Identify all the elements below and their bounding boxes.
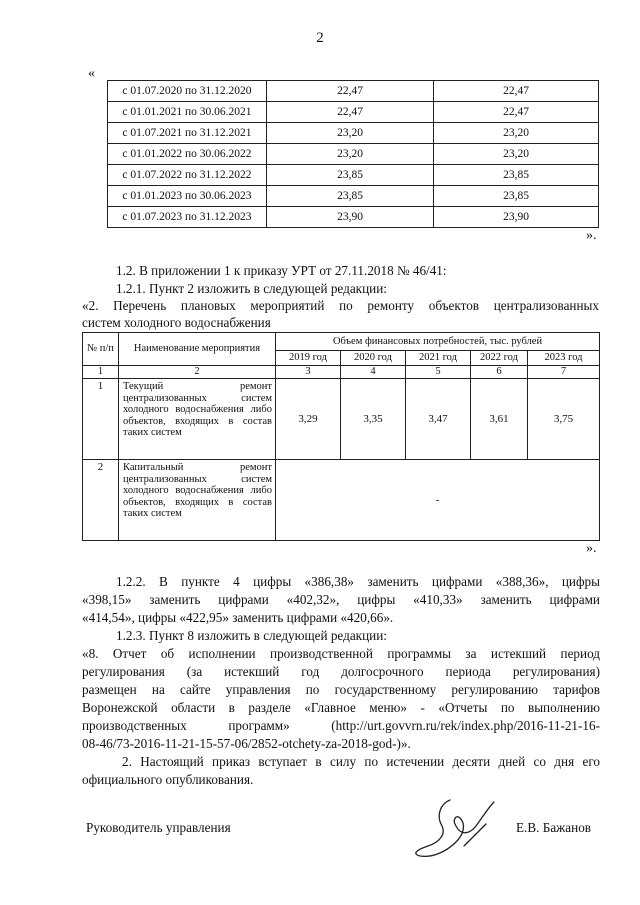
value-cell: 3,75 [528,379,600,460]
tariff-value-2: 23,85 [434,165,599,186]
activity-name: Текущий ремонт централизованных систем холодного водоснабжения либо объектов, входящих в состав таких систем [119,379,276,460]
tariff-value-1: 22,47 [267,102,434,123]
para-2-line-1: 2. Настоящий приказ вступает в силу по истечении десяти дней со дня его [122,754,600,769]
col-header-name: Наименование мероприятия [119,333,276,366]
activity-name: Капитальный ремонт централизованных систем холодного водоснабжения либо объектов, входящих в состав таких систем [119,460,276,541]
year-header: 2020 год [341,351,406,366]
tariff-quote-close: ». [586,228,597,243]
tariff-value-2: 23,90 [434,207,599,228]
tariff-row [108,144,599,165]
plan-quote-close: ». [586,541,597,556]
item-1-2-2-line-1: 1.2.2. В пункте 4 цифры «386,38» заменить цифрами «388,36», цифры [116,574,600,589]
value-cell: 3,61 [471,379,528,460]
tariff-period: с 01.07.2020 по 31.12.2020 [108,81,267,102]
tariff-period: с 01.01.2023 по 30.06.2023 [108,186,267,207]
tariff-value-1: 23,90 [267,207,434,228]
item-1-2: 1.2. В приложении 1 к приказу УРТ от 27.11.2018 № 46/41: [116,263,447,278]
para-2-line-2: официального опубликования. [82,772,254,787]
col-header-num: № п/п [83,333,119,366]
item-1-2-2-line-3: «414,54», цифры «422,95» заменить цифрами «420,66». [82,610,394,625]
handwritten-signature [406,796,502,860]
year-header: 2023 год [528,351,600,366]
year-header: 2021 год [406,351,471,366]
col-index: 1 [83,366,119,379]
item-1-2-2-line-2: «398,15» заменить цифрами «402,32», цифры «410,33» заменить цифрами [82,592,600,607]
tariff-row [108,81,599,102]
merged-value-cell: - [276,460,600,541]
col-index: 5 [406,366,471,379]
row-number: 2 [83,460,119,541]
tariff-period: с 01.07.2023 по 31.12.2023 [108,207,267,228]
plan-table [82,332,600,541]
item8-line-4: Воронежской области в разделе «Главное меню» - «Отчеты по выполнению [82,700,600,715]
tariff-row [108,123,599,144]
item8-line-3: размещен на сайте управления по государственному регулированию тарифов [82,682,600,697]
tariff-row [108,102,599,123]
tariff-value-2: 22,47 [434,81,599,102]
plan-heading-line-2: систем холодного водоснабжения [82,315,271,330]
item-1-2-1: 1.2.1. Пункт 2 изложить в следующей редакции: [116,281,387,296]
tariff-value-1: 23,20 [267,144,434,165]
signer-name: Е.В. Бажанов [516,820,592,835]
signer-title: Руководитель управления [86,820,231,835]
col-index: 4 [341,366,406,379]
row-number: 1 [83,379,119,460]
tariff-period: с 01.07.2022 по 31.12.2022 [108,165,267,186]
value-cell: 3,29 [276,379,341,460]
tariff-value-2: 22,47 [434,102,599,123]
col-index: 7 [528,366,600,379]
table-row [83,460,600,541]
tariff-value-2: 23,20 [434,144,599,165]
plan-heading-line-1: «2. Перечень плановых мероприятий по ремонту объектов централизованных [82,298,599,313]
year-header: 2022 год [471,351,528,366]
col-index: 3 [276,366,341,379]
tariff-value-2: 23,85 [434,186,599,207]
tariff-value-1: 23,85 [267,165,434,186]
tariff-value-1: 23,85 [267,186,434,207]
tariff-row [108,165,599,186]
quote-open: « [88,66,95,81]
item8-line-6: 08-46/73-2016-11-21-15-57-06/2852-otchety-za-2018-god-)». [82,736,411,751]
col-header-volume: Объем финансовых потребностей, тыс. рублей [276,333,600,351]
year-header: 2019 год [276,351,341,366]
table-row [83,379,600,460]
item8-line-1: «8. Отчет об исполнении производственной программы за истекший период [82,646,600,661]
tariff-period: с 01.01.2021 по 30.06.2021 [108,102,267,123]
tariff-row [108,207,599,228]
tariff-value-2: 23,20 [434,123,599,144]
tariff-table [107,80,599,228]
col-index: 2 [119,366,276,379]
col-index: 6 [471,366,528,379]
page-number: 2 [316,30,324,46]
item8-line-2: регулирования (за истекший год долгосрочного периода регулирования) [82,664,600,679]
tariff-row [108,186,599,207]
value-cell: 3,35 [341,379,406,460]
tariff-value-1: 23,20 [267,123,434,144]
item8-line-5: производственных программ» (http://urt.govvrn.ru/rek/index.php/2016-11-21-16- [82,718,600,733]
tariff-period: с 01.07.2021 по 31.12.2021 [108,123,267,144]
item-1-2-3: 1.2.3. Пункт 8 изложить в следующей редакции: [116,628,387,643]
tariff-period: с 01.01.2022 по 30.06.2022 [108,144,267,165]
tariff-value-1: 22,47 [267,81,434,102]
value-cell: 3,47 [406,379,471,460]
